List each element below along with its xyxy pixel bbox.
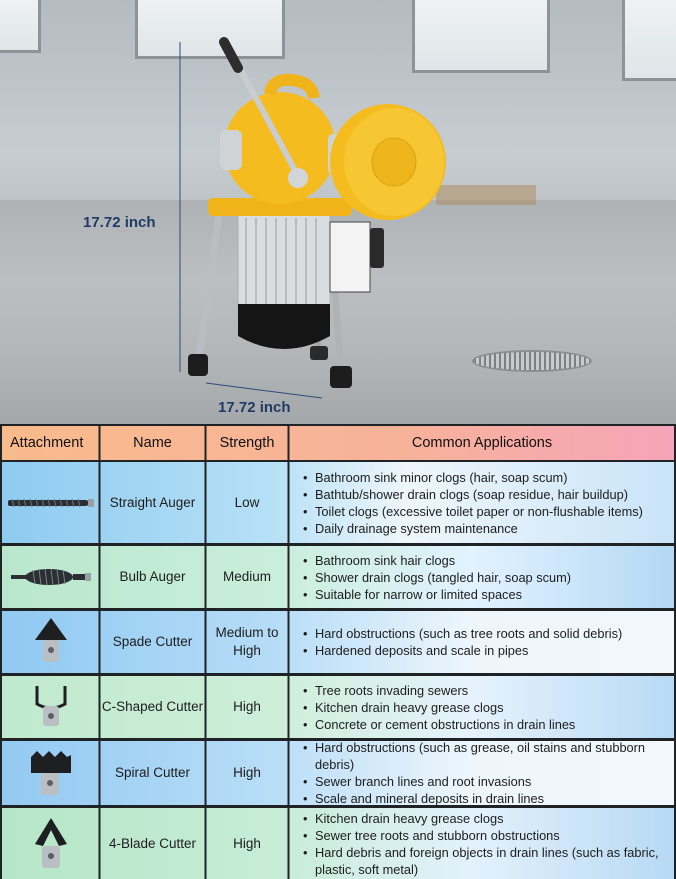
straight-auger-icon bbox=[2, 462, 99, 543]
row-strength: High bbox=[233, 765, 261, 780]
bulb-auger-icon bbox=[2, 546, 99, 608]
header-common-applications: Common Applications bbox=[411, 435, 553, 451]
application-item: • Toilet clogs (excessive toilet paper or non-flushable items) bbox=[303, 503, 674, 520]
product-photo bbox=[0, 0, 676, 424]
application-item: • Shower drain clogs (tangled hair, soap scum) bbox=[303, 569, 674, 586]
application-item: • Bathroom sink minor clogs (hair, soap scum) bbox=[303, 469, 674, 486]
row-applications bbox=[290, 676, 674, 738]
row-applications bbox=[290, 546, 674, 608]
row-strength: High bbox=[233, 835, 261, 851]
drain-cleaner-machine bbox=[180, 36, 450, 396]
application-item: • Hard debris and foreign objects in drain lines (such as fabric, plastic, soft metal) bbox=[303, 844, 674, 878]
application-item: • Tree roots invading sewers bbox=[303, 682, 674, 699]
header-attachment: Attachment bbox=[10, 435, 84, 451]
row-strength: Low bbox=[234, 494, 260, 510]
height-dimension-label: 17.72 inch bbox=[83, 214, 156, 231]
row-name: Straight Auger bbox=[109, 494, 196, 510]
application-item: • Sewer tree roots and stubborn obstructions bbox=[303, 827, 674, 844]
application-item: • Sewer branch lines and root invasions bbox=[303, 773, 674, 790]
four-blade-cutter-icon bbox=[2, 808, 99, 879]
application-item: • Scale and mineral deposits in drain lines bbox=[303, 790, 674, 807]
row-strength: Medium bbox=[222, 569, 271, 584]
spade-cutter-icon bbox=[2, 611, 99, 673]
row-strength: Medium to High bbox=[215, 625, 279, 658]
application-item: • Concrete or cement obstructions in drain lines bbox=[303, 716, 674, 733]
row-name: Spiral Cutter bbox=[114, 765, 191, 780]
header-name: Name bbox=[133, 435, 172, 451]
row-applications bbox=[290, 611, 674, 673]
row-name: 4-Blade Cutter bbox=[108, 835, 197, 851]
c-shaped-cutter-icon bbox=[2, 676, 99, 738]
header-dividers bbox=[0, 424, 676, 462]
application-item: • Kitchen drain heavy grease clogs bbox=[303, 810, 674, 827]
row-applications bbox=[290, 462, 674, 543]
application-item: • Bathtub/shower drain clogs (soap residue, hair buildup) bbox=[303, 486, 674, 503]
application-item: • Hard obstructions (such as grease, oil stains and stubborn debris) bbox=[303, 739, 674, 773]
row-name: Spade Cutter bbox=[112, 634, 193, 649]
application-item: • Kitchen drain heavy grease clogs bbox=[303, 699, 674, 716]
application-item: • Daily drainage system maintenance bbox=[303, 520, 674, 537]
row-strength: High bbox=[233, 699, 261, 714]
application-item: • Bathroom sink hair clogs bbox=[303, 552, 674, 569]
application-item: • Hardened deposits and scale in pipes bbox=[303, 642, 674, 659]
row-applications bbox=[290, 741, 674, 805]
spiral-cutter-icon bbox=[2, 741, 99, 805]
row-applications bbox=[290, 808, 674, 879]
application-item: • Suitable for narrow or limited spaces bbox=[303, 586, 674, 603]
row-name: C-Shaped Cutter bbox=[101, 699, 204, 714]
row-name: Bulb Auger bbox=[119, 569, 186, 584]
header-strength: Strength bbox=[219, 435, 275, 451]
width-dimension-label: 17.72 inch bbox=[218, 399, 291, 416]
application-item: • Hard obstructions (such as tree roots and solid debris) bbox=[303, 625, 674, 642]
